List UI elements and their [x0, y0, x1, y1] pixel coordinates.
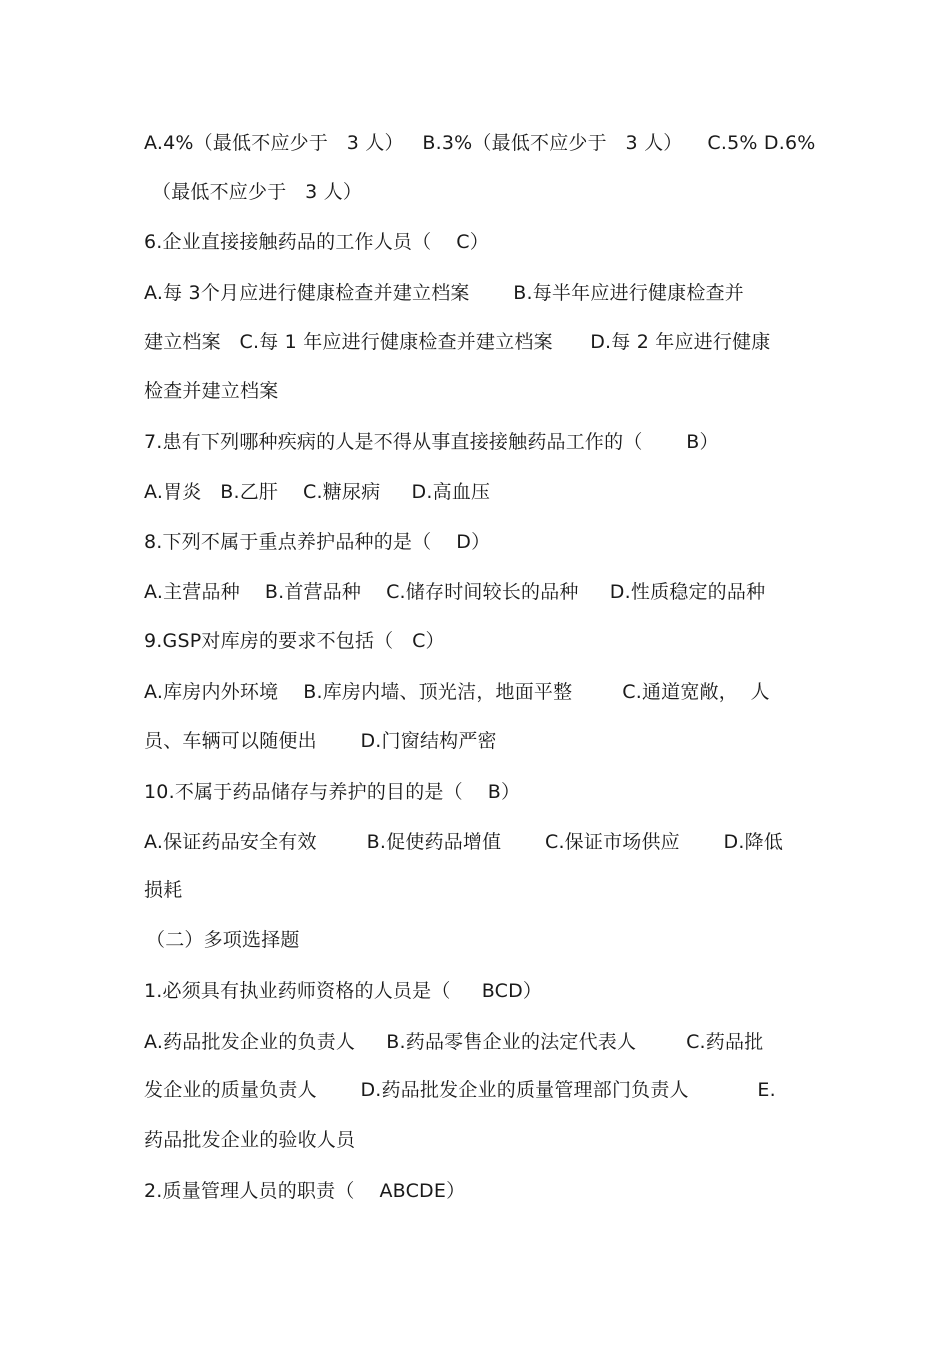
text-line: 检查并建立档案 — [144, 380, 279, 402]
text-line: 损耗 — [144, 879, 183, 901]
text-line: 发企业的质量负责人 D.药品批发企业的质量管理部门负责人 E. — [144, 1079, 776, 1101]
question-6: 6.企业直接接触药品的工作人员（ C） — [144, 231, 489, 253]
question-9: 9.GSP对库房的要求不包括（ C） — [144, 630, 445, 652]
question-7: 7.患有下列哪种疾病的人是不得从事直接接触药品工作的（ B） — [144, 431, 719, 453]
text-line: （最低不应少于 3 人） — [152, 181, 363, 203]
text-line: A.库房内外环境 B.库房内墙、顶光洁，地面平整 C.通道宽敞， 人 — [144, 681, 770, 703]
question-10: 10.不属于药品储存与养护的目的是（ B） — [144, 781, 521, 803]
text-line: 员、车辆可以随便出 D.门窗结构严密 — [144, 730, 497, 752]
question-8: 8.下列不属于重点养护品种的是（ D） — [144, 531, 491, 553]
section-heading: （二）多项选择题 — [146, 929, 300, 951]
multi-question-2: 2.质量管理人员的职责（ ABCDE） — [144, 1180, 466, 1202]
text-line: A.药品批发企业的负责人 B.药品零售企业的法定代表人 C.药品批 — [144, 1031, 764, 1053]
text-line: 药品批发企业的验收人员 — [144, 1129, 356, 1151]
text-line: A.胃炎 B.乙肝 C.糖尿病 D.高血压 — [144, 481, 491, 503]
text-line: A.每 3个月应进行健康检查并建立档案 B.每半年应进行健康检查并 — [144, 282, 744, 304]
text-line: A.4%（最低不应少于 3 人） B.3%（最低不应少于 3 人） C.5% D.6% — [144, 132, 816, 154]
text-line: 建立档案 C.每 1 年应进行健康检查并建立档案 D.每 2 年应进行健康 — [144, 331, 771, 353]
text-line: A.主营品种 B.首营品种 C.储存时间较长的品种 D.性质稳定的品种 — [144, 581, 766, 603]
multi-question-1: 1.必须具有执业药师资格的人员是（ BCD） — [144, 980, 543, 1002]
text-line: A.保证药品安全有效 B.促使药品增值 C.保证市场供应 D.降低 — [144, 831, 784, 853]
